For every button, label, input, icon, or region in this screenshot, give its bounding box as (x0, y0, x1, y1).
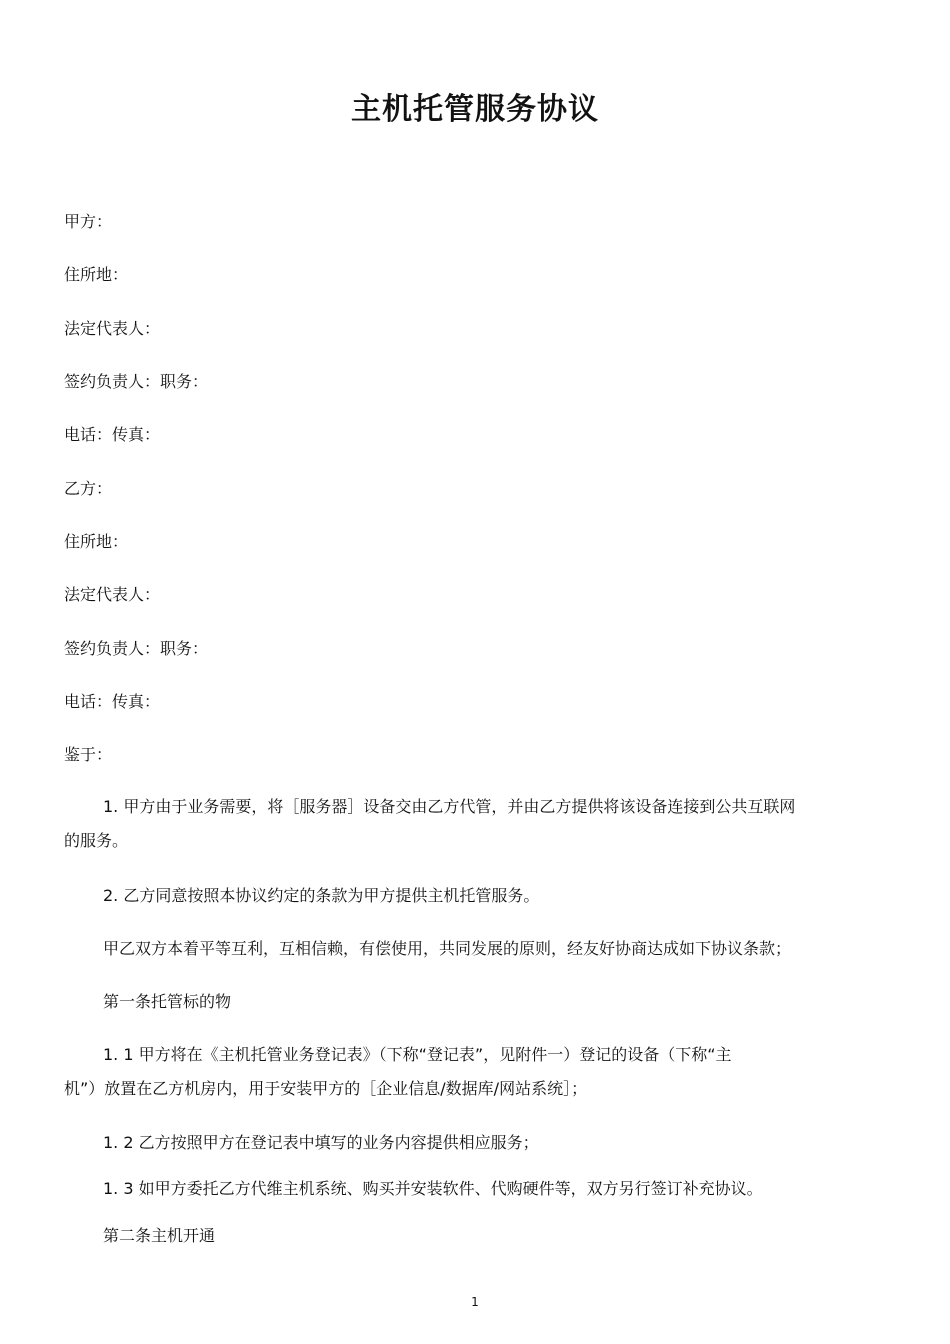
document-title: 主机托管服务协议 (351, 92, 599, 127)
recital-1-line-1: 1. 甲方由于业务需要，将［服务器］设备交由乙方代管，并由乙方提供将该设备连接到公共互联网 (103, 797, 796, 816)
recital-1-line-2: 的服务。 (64, 831, 129, 850)
party-b-phone: 电话：传真： (64, 692, 161, 711)
clause-1-3: 1. 3 如甲方委托乙方代维主机系统、购买并安装软件、代购硬件等，双方另行签订补充协议。 (103, 1179, 763, 1198)
party-b-legal-rep: 法定代表人： (64, 585, 161, 604)
party-b-label: 乙方： (64, 479, 113, 498)
recital-1 (64, 790, 886, 858)
party-a-legal-rep: 法定代表人： (64, 319, 161, 338)
clause-1-1 (64, 1038, 886, 1106)
clause-1-1-line-1: 1. 1 甲方将在《主机托管业务登记表》（下称“登记表”，见附件一）登记的设备（下称“主 (103, 1045, 732, 1064)
party-b-address: 住所地： (64, 532, 129, 551)
party-a-phone: 电话：传真： (64, 425, 161, 444)
party-b-signer: 签约负责人：职务： (64, 639, 209, 658)
agreement-intro: 甲乙双方本着平等互利，互相信赖，有偿使用，共同发展的原则，经友好协商达成如下协议条款； (103, 939, 792, 958)
party-a-label: 甲方： (64, 212, 113, 231)
recital-2: 2. 乙方同意按照本协议约定的条款为甲方提供主机托管服务。 (103, 886, 540, 905)
clause-1-2: 1. 2 乙方按照甲方在登记表中填写的业务内容提供相应服务； (103, 1133, 539, 1152)
party-a-signer: 签约负责人：职务： (64, 372, 209, 391)
whereas-heading: 鉴于： (64, 745, 113, 764)
clause-1-1-line-2: 机”）放置在乙方机房内，用于安装甲方的［企业信息/数据库/网站系统］； (64, 1079, 588, 1098)
article-2-heading: 第二条主机开通 (103, 1226, 216, 1245)
party-a-address: 住所地： (64, 265, 129, 284)
article-1-heading: 第一条托管标的物 (103, 992, 232, 1011)
page-number: 1 (471, 1295, 479, 1309)
